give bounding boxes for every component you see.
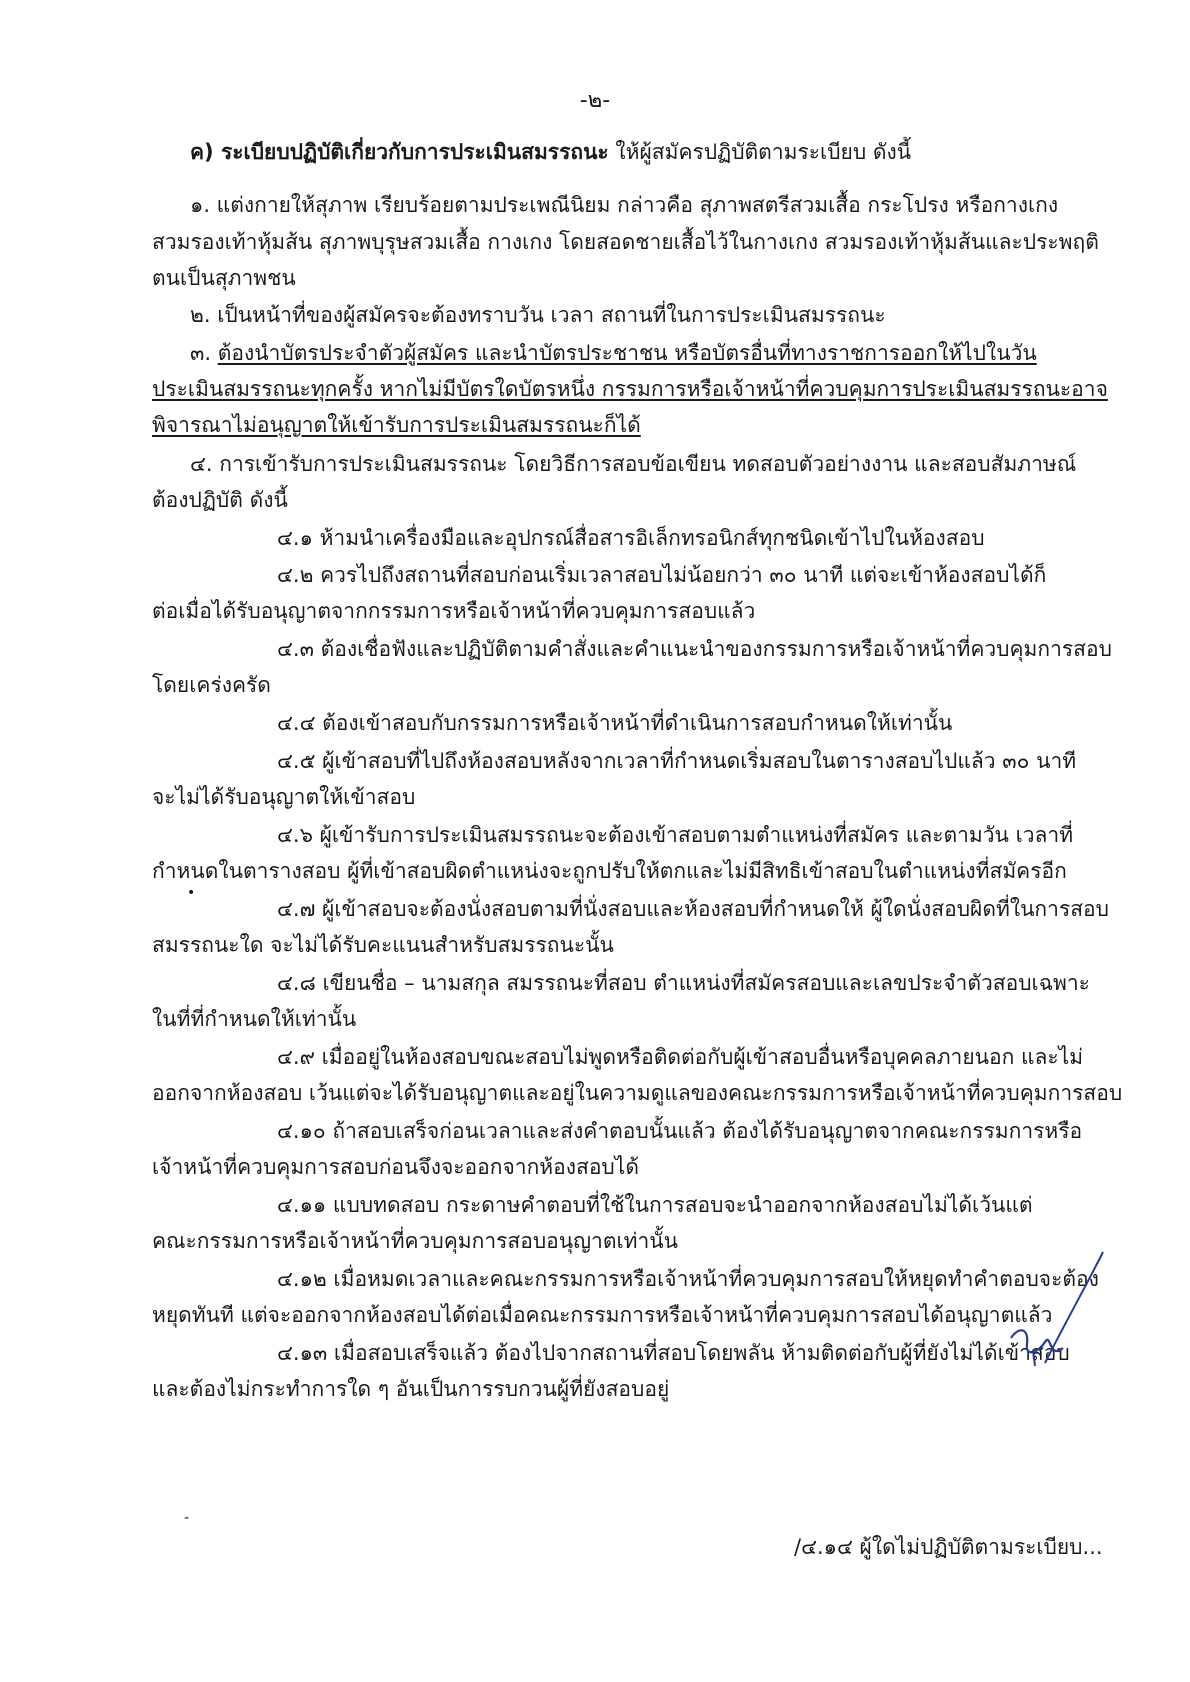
subitem-4-9-line-2: ออกจากห้องสอบ เว้นแต่จะได้รับอนุญาตและอยู่ในความดูแลของคณะกรรมการหรือเจ้าหน้าที่ควบคุมการสอบ: [152, 1081, 1123, 1105]
subitem-4-4: ๔.๔ ต้องเข้าสอบกับกรรมการหรือเจ้าหน้าที่ดำเนินการสอบกำหนดให้เท่านั้น: [277, 711, 953, 735]
continuation-note: /๔.๑๔ ผู้ใดไม่ปฏิบัติตามระเบียบ...: [794, 1535, 1103, 1559]
item-3-number: ๓.: [190, 341, 218, 365]
section-heading: [190, 137, 911, 167]
item-3-underlined-text: ต้องนำบัตรประจำตัวผู้สมัคร และนำบัตรประชาชน หรือบัตรอื่นที่ทางราชการออกให้ไปในวัน: [217, 341, 1037, 365]
item-4-line-2: ต้องปฏิบัติ ดังนี้: [152, 488, 288, 512]
subitem-4-7-line-2: สมรรถนะใด จะไม่ได้รับคะแนนสำหรับสมรรถนะนั้น: [152, 933, 614, 957]
item-4-line-1: ๔. การเข้ารับการประเมินสมรรถนะ โดยวิธีการสอบข้อเขียน ทดสอบตัวอย่างงาน และสอบสัมภาษณ์: [190, 452, 1077, 476]
item-1-line-2: สวมรองเท้าหุ้มส้น สุภาพบุรุษสวมเสื้อ กางเกง โดยสอดชายเสื้อไว้ในกางเกง สวมรองเท้าหุ้มส้นและประพฤติ: [152, 230, 1099, 254]
item-2: ๒. เป็นหน้าที่ของผู้สมัครจะต้องทราบวัน เวลา สถานที่ในการประเมินสมรรถนะ: [190, 303, 886, 327]
item-3-line-1: [190, 338, 1037, 368]
page-number: -๒-: [579, 88, 611, 113]
subitem-4-13-line-1: ๔.๑๓ เมื่อสอบเสร็จแล้ว ต้องไปจากสถานที่สอบโดยพลัน ห้ามติดต่อกับผู้ที่ยังไม่ได้เข้าสอบ: [277, 1341, 1070, 1365]
subitem-4-3-line-2: โดยเคร่งครัด: [152, 673, 271, 697]
handwritten-signature: [1005, 1248, 1109, 1372]
item-1-line-3: ตนเป็นสุภาพชน: [152, 266, 296, 290]
subitem-4-10-line-2: เจ้าหน้าที่ควบคุมการสอบก่อนจึงจะออกจากห้องสอบได้: [152, 1155, 639, 1179]
section-heading-rest: ให้ผู้สมัครปฏิบัติตามระเบียบ ดังนี้: [608, 140, 912, 164]
subitem-4-11-line-2: คณะกรรมการหรือเจ้าหน้าที่ควบคุมการสอบอนุญาตเท่านั้น: [152, 1229, 678, 1253]
subitem-4-8-line-2: ในที่ที่กำหนดให้เท่านั้น: [152, 1007, 357, 1031]
section-heading-bold: ค) ระเบียบปฏิบัติเกี่ยวกับการประเมินสมรรถนะ: [190, 140, 609, 164]
subitem-4-3-line-1: ๔.๓ ต้องเชื่อฟังและปฏิบัติตามคำสั่งและคำแนะนำของกรรมการหรือเจ้าหน้าที่ควบคุมการสอบ: [277, 637, 1112, 661]
subitem-4-9-line-1: ๔.๙ เมื่ออยู่ในห้องสอบขณะสอบไม่พูดหรือติดต่อกับผู้เข้าสอบอื่นหรือบุคคลภายนอก และไม่: [277, 1045, 1084, 1069]
subitem-4-8-line-1: ๔.๘ เขียนชื่อ – นามสกุล สมรรถนะที่สอบ ตำแหน่งที่สมัครสอบและเลขประจำตัวสอบเฉพาะ: [277, 971, 1090, 995]
subitem-4-12-line-2: หยุดทันที แต่จะออกจากห้องสอบได้ต่อเมื่อคณะกรรมการหรือเจ้าหน้าที่ควบคุมการสอบได้อนุญาตแล้ว: [152, 1303, 1053, 1327]
subitem-4-6-line-2: กำหนดในตารางสอบ ผู้ที่เข้าสอบผิดตำแหน่งจะถูกปรับให้ตกและไม่มีสิทธิเข้าสอบในตำแหน่งที่สมัครอีก: [152, 859, 1067, 883]
subitem-4-2-line-2: ต่อเมื่อได้รับอนุญาตจากกรรมการหรือเจ้าหน้าที่ควบคุมการสอบแล้ว: [152, 599, 756, 623]
subitem-4-2-line-1: ๔.๒ ควรไปถึงสถานที่สอบก่อนเริ่มเวลาสอบไม่น้อยกว่า ๓๐ นาที แต่จะเข้าห้องสอบได้ก็: [277, 563, 1047, 587]
subitem-4-7-line-1: ๔.๗ ผู้เข้าสอบจะต้องนั่งสอบตามที่นั่งสอบและห้องสอบที่กำหนดให้ ผู้ใดนั่งสอบผิดที่ในการสอบ: [277, 897, 1109, 921]
subitem-4-13-line-2: และต้องไม่กระทำการใด ๆ อันเป็นการรบกวนผู้ที่ยังสอบอยู่: [152, 1377, 670, 1401]
subitem-4-11-line-1: ๔.๑๑ แบบทดสอบ กระดาษคำตอบที่ใช้ในการสอบจะนำออกจากห้องสอบไม่ได้เว้นแต่: [277, 1193, 1033, 1217]
item-3-line-2: ประเมินสมรรถนะทุกครั้ง หากไม่มีบัตรใดบัตรหนึ่ง กรรมการหรือเจ้าหน้าที่ควบคุมการประเมินสมรรถนะอาจ: [152, 377, 1108, 401]
subitem-4-1: ๔.๑ ห้ามนำเครื่องมือและอุปกรณ์สื่อสารอิเล็กทรอนิกส์ทุกชนิดเข้าไปในห้องสอบ: [277, 526, 985, 550]
subitem-4-5-line-1: ๔.๕ ผู้เข้าสอบที่ไปถึงห้องสอบหลังจากเวลาที่กำหนดเริ่มสอบในตารางสอบไปแล้ว ๓๐ นาที: [277, 749, 1077, 773]
subitem-4-12-line-1: ๔.๑๒ เมื่อหมดเวลาและคณะกรรมการหรือเจ้าหน้าที่ควบคุมการสอบให้หยุดทำคำตอบจะต้อง: [277, 1267, 1099, 1291]
stray-mark: •: [187, 885, 196, 901]
stray-mark: -: [184, 1510, 190, 1526]
item-3-line-3: พิจารณาไม่อนุญาตให้เข้ารับการประเมินสมรรถนะก็ได้: [152, 413, 641, 437]
subitem-4-5-line-2: จะไม่ได้รับอนุญาตให้เข้าสอบ: [152, 785, 416, 809]
subitem-4-10-line-1: ๔.๑๐ ถ้าสอบเสร็จก่อนเวลาและส่งคำตอบนั้นแล้ว ต้องได้รับอนุญาตจากคณะกรรมการหรือ: [277, 1119, 1083, 1143]
subitem-4-6-line-1: ๔.๖ ผู้เข้ารับการประเมินสมรรถนะจะต้องเข้าสอบตามตำแหน่งที่สมัคร และตามวัน เวลาที่: [277, 823, 1074, 847]
item-1-line-1: ๑. แต่งกายให้สุภาพ เรียบร้อยตามประเพณีนิยม กล่าวคือ สุภาพสตรีสวมเสื้อ กระโปรง หรือกางเกง: [190, 193, 1059, 217]
